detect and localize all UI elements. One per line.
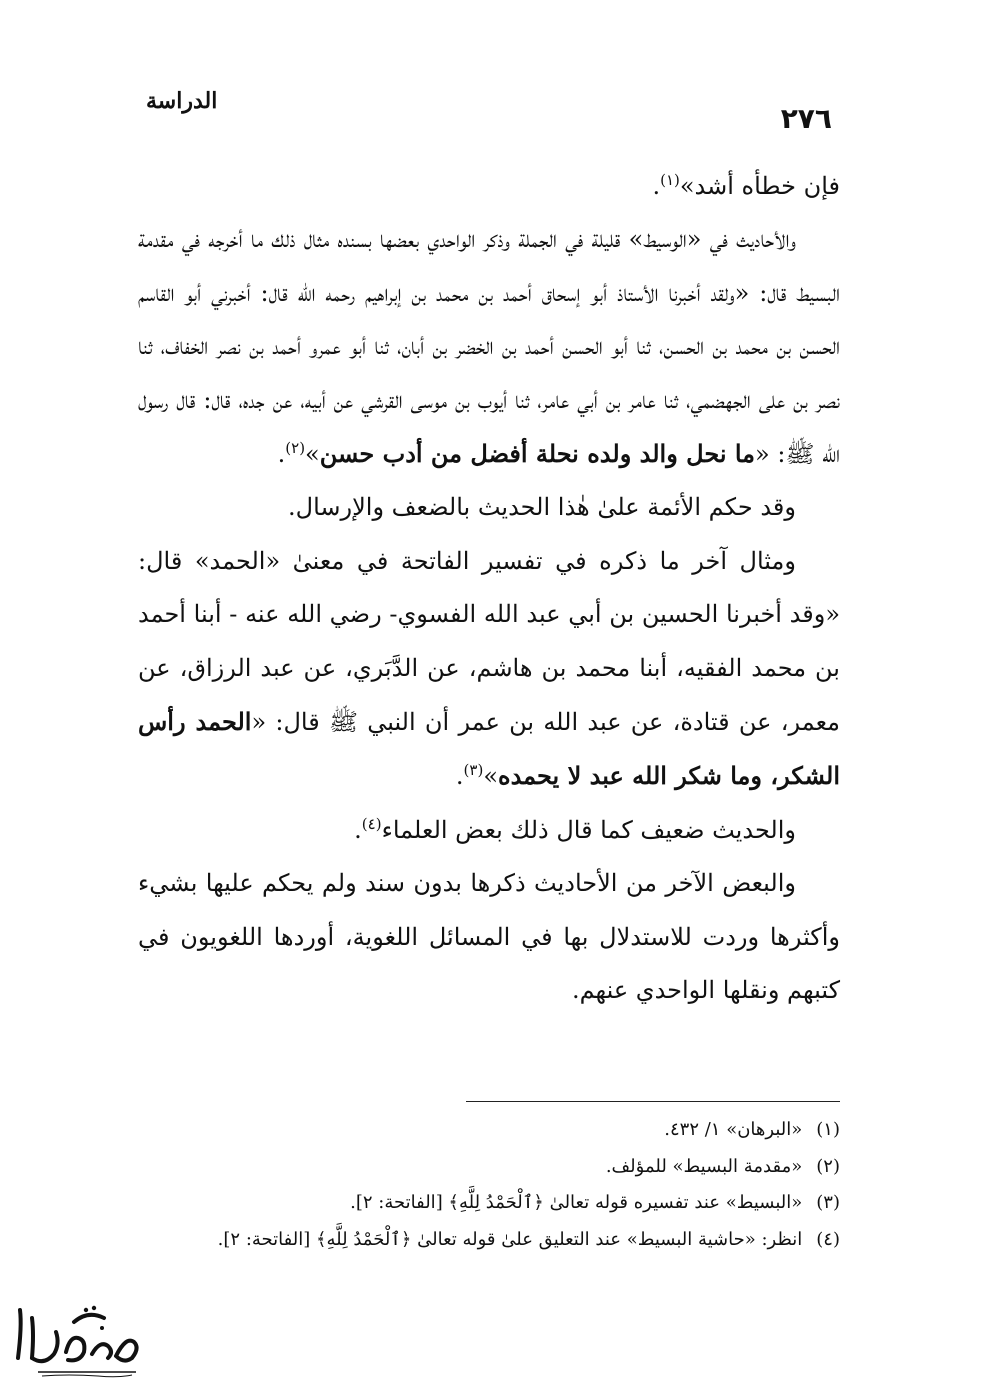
footnote-ref: (٣) (463, 761, 484, 780)
paragraph-5: والحديث ضعيف كما قال ذلك بعض العلماء$^{(٤)}$. (354, 814, 796, 844)
footnote-separator (466, 1101, 840, 1102)
paragraph-6: والبعض الآخر من الأحاديث ذكرها بدون سند ولم يحكم عليها بشيء وأكثرها وردت للاستدلال بها في المسائل اللغوية، أوردها اللغويون في كتبهم ونقلها الواحدي عنهم. (138, 869, 840, 1005)
running-title: الدراسة (146, 88, 218, 114)
footnote-ref: (١) (660, 171, 680, 189)
page-header (138, 88, 840, 138)
footnote-2: (٢) «مقدمة البسيط» للمؤلف. (605, 1155, 840, 1177)
paragraph-4: ومثال آخر ما ذكره في تفسير الفاتحة في معنىٰ «الحمد» قال: «وقد أخبرنا الحسين بن أبي عبد الله الفسوي- رضي الله عنه - أبنا أحمد بن محمد الفقيه، أبنا محمد بن هاشم، عن الدَّبَري، عن عبد الرزاق، عن معمر، عن قتادة، عن عبد الله بن عمر أن النبي ﷺ قال: «الحمد رأس الشكر، وما شكر الله عبد لا يحمده»$^{(٣)}$. (138, 546, 840, 791)
footnote-ref: (٢) (285, 439, 306, 458)
hadith-text: الحمد رأس الشكر، وما شكر الله عبد لا يحمده (138, 707, 840, 791)
calligraphy-logo (8, 1296, 148, 1380)
paragraph-1: فإن خطأه أشد»$^{(١)}$. (652, 171, 840, 200)
paragraph-3: وقد حكم الأئمة علىٰ هٰذا الحديث بالضعف والإرسال. (288, 493, 796, 522)
paragraph-2: والأحاديث في «الوسيط» قليلة في الجملة وذكر الواحدي بعضها بسنده مثال ذلك ما أخرجه في مقدمة البسيط قال: «ولقد أخبرنا الأستاذ أبو إسحاق أحمد بن محمد بن إبراهيم رحمه الله قال: أخبرني أبو القاسم الحسن بن محمد بن الحسن، ثنا أبو الحسن أحمد بن الخضر بن أبان، ثنا أبو عمرو أحمد بن نصر الخفاف، ثنا نصر بن على الجهضمي، ثنا عامر بن أبي عامر، ثنا أيوب بن موسى القرشي عن أبيه، عن جده، قال: قال رسول الله ﷺ: «ما نحل والد ولده نحلة أفضل من أدب حسن»$^{(٢)}$. (138, 225, 841, 469)
hadith-text: ما نحل والد ولده نحلة أفضل من أدب حسن (319, 439, 756, 469)
page-number: ٢٧٦ (780, 102, 832, 135)
footnote-1: (١) «البرهان» ١/ ٤٣٢. (664, 1119, 840, 1140)
body-text (138, 160, 840, 1018)
footnotes (138, 1112, 840, 1258)
footnote-ref: (٤) (361, 814, 382, 833)
footnote-4: (٤) انظر: «حاشية البسيط» عند التعليق علىٰ قوله تعالىٰ ﴿ٱلْحَمْدُ لِلَّهِ﴾ [الفاتحة: ٢]. (217, 1228, 840, 1250)
footnote-3: (٣) «البسيط» عند تفسيره قوله تعالىٰ ﴿ٱلْحَمْدُ لِلَّهِ﴾ [الفاتحة: ٢]. (350, 1192, 840, 1213)
